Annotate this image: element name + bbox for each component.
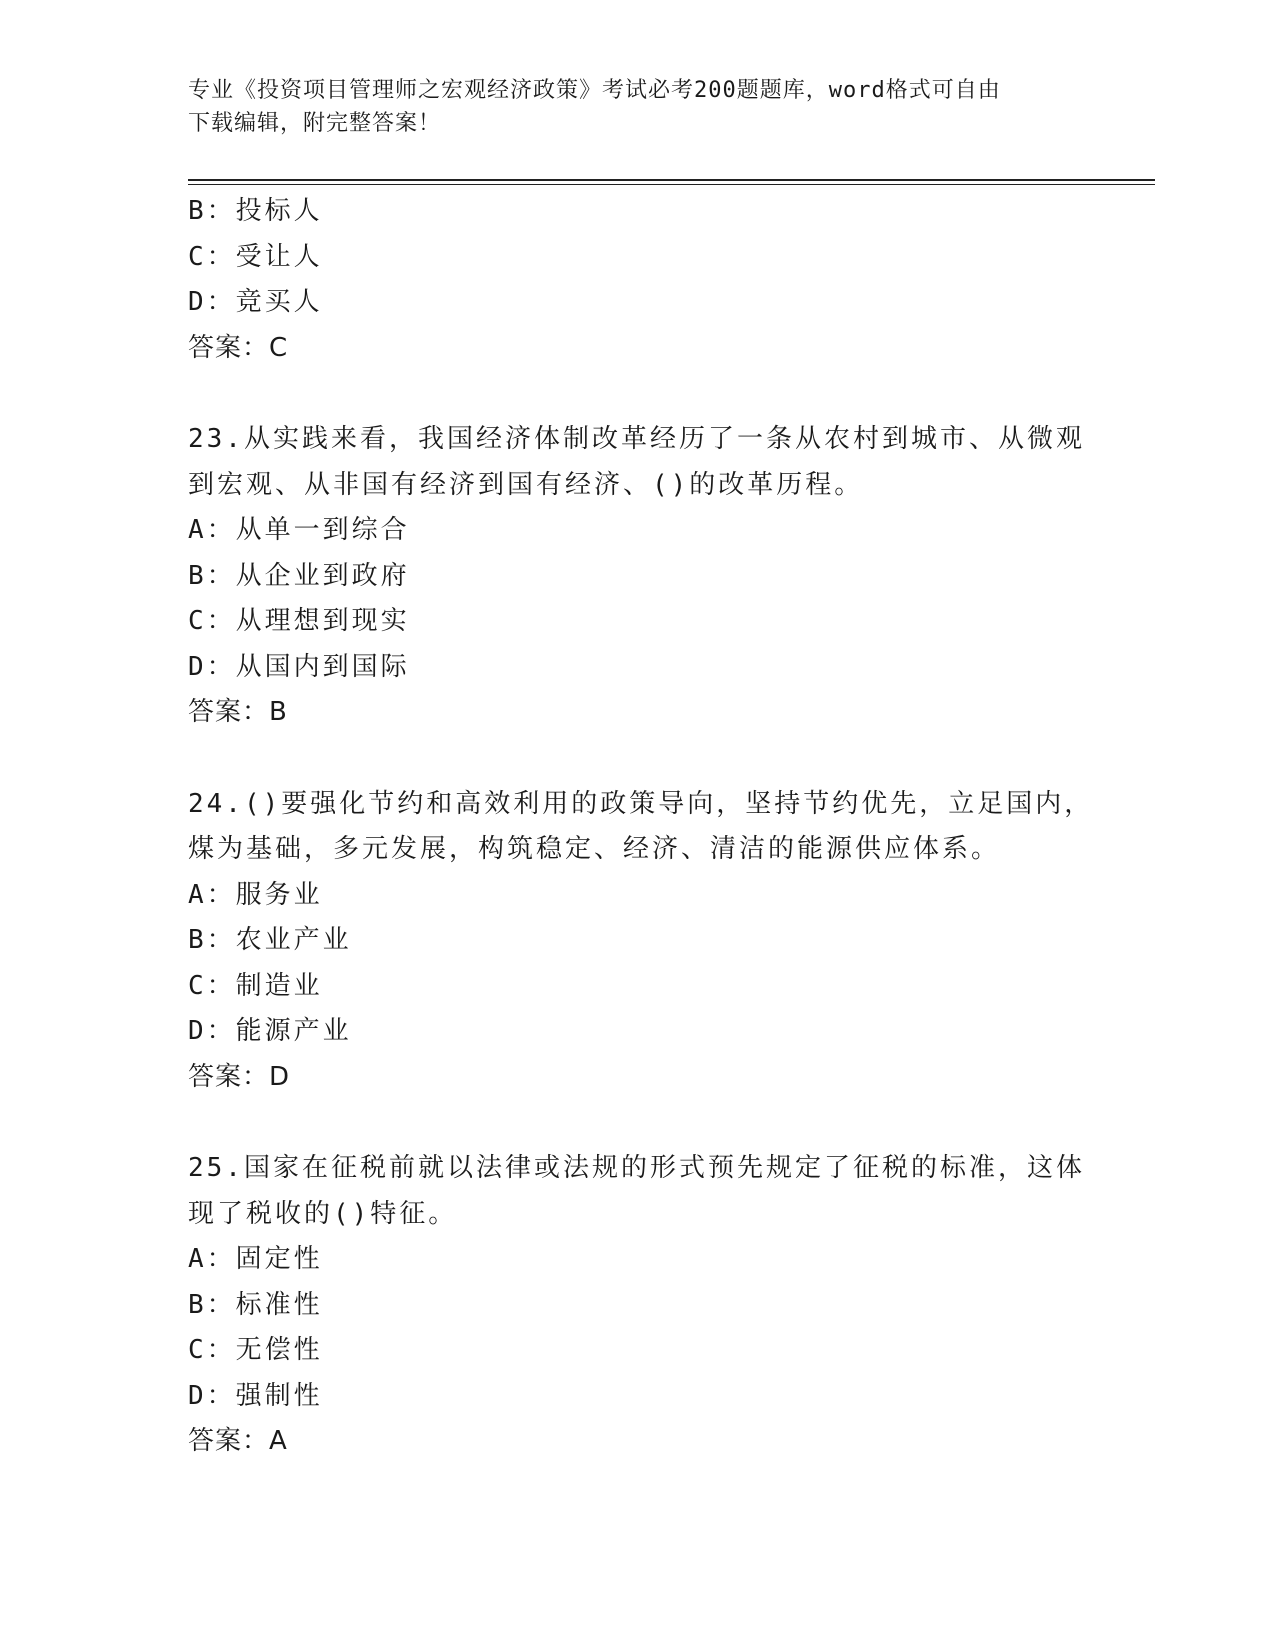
option-b: B：农业产业 — [188, 925, 352, 955]
header-line-2: 下载编辑，附完整答案！ — [188, 111, 442, 136]
option-c: C：无偿性 — [188, 1335, 323, 1365]
question-stem-line-1: 24.()要强化节约和高效利用的政策导向，坚持节约优先，立足国内， — [188, 788, 1094, 819]
option-c: C：制造业 — [188, 970, 323, 1001]
question-25 — [188, 1146, 1088, 1465]
option-d: D：从国内到国际 — [188, 651, 410, 682]
question-24 — [188, 782, 1094, 1101]
option-b: B：标准性 — [188, 1289, 323, 1320]
question-stem-line-2: 现了税收的()特征。 — [188, 1198, 458, 1229]
option-d: D：竞买人 — [188, 287, 323, 317]
spacer — [188, 371, 1088, 417]
option-d: D：强制性 — [188, 1380, 323, 1411]
question-stem-line-2: 到宏观、从非国有经济到国有经济、()的改革历程。 — [188, 469, 864, 500]
option-d: D：能源产业 — [188, 1016, 352, 1046]
header-rule-thin — [188, 184, 1155, 185]
option-a: A：从单一到综合 — [188, 515, 410, 545]
question-list — [188, 189, 1094, 1465]
question-stem-line-1: 25.国家在征税前就以法律或法规的形式预先规定了征税的标准，这体 — [188, 1153, 1085, 1183]
answer: 答案：C — [188, 332, 289, 363]
document-header — [188, 74, 1068, 140]
option-b: B：投标人 — [188, 196, 323, 226]
question-23 — [188, 417, 1088, 736]
option-c: C：从理想到现实 — [188, 606, 410, 636]
question-stem-line-2: 煤为基础，多元发展，构筑稳定、经济、清洁的能源供应体系。 — [188, 834, 1001, 864]
question-stem-line-1: 23.从实践来看，我国经济体制改革经历了一条从农村到城市、从微观 — [188, 424, 1085, 454]
option-a: A：固定性 — [188, 1244, 323, 1274]
option-b: B：从企业到政府 — [188, 560, 410, 591]
spacer — [188, 1100, 1088, 1146]
answer: 答案：B — [188, 697, 288, 727]
header-rule-thick — [188, 179, 1155, 181]
header-line-1: 专业《投资项目管理师之宏观经济政策》考试必考200题题库，word格式可自由 — [188, 78, 1001, 103]
option-c: C：受让人 — [188, 241, 323, 272]
answer: 答案：A — [188, 1426, 288, 1456]
spacer — [188, 736, 1088, 782]
answer: 答案：D — [188, 1061, 291, 1092]
question-22-tail — [188, 189, 1088, 371]
option-a: A：服务业 — [188, 879, 323, 910]
